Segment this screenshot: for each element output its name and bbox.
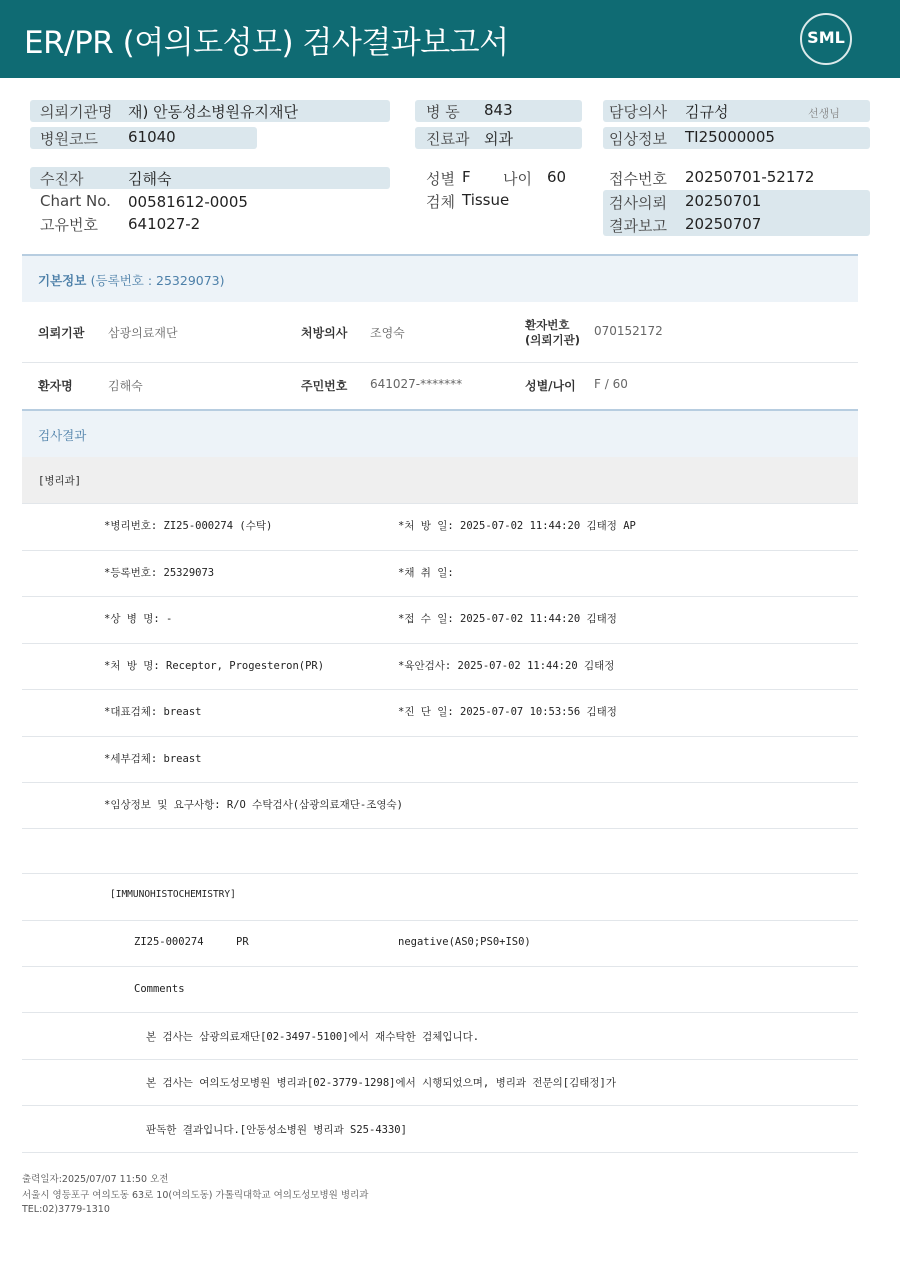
row-divider [22, 1105, 858, 1106]
name-label: 환자명 [38, 379, 73, 393]
presc-value: 조영숙 [370, 326, 405, 340]
doctor-value: 김규성 [685, 103, 729, 121]
row-divider [22, 362, 858, 363]
row-divider [22, 1059, 858, 1060]
row-divider [22, 550, 858, 551]
report-header [0, 0, 900, 78]
org-label: 의뢰기관 [38, 326, 85, 340]
patient-value: 김해숙 [128, 170, 172, 188]
result-row-right: *채 취 일: [398, 566, 454, 579]
ihc-title: [IMMUNOHISTOCHEMISTRY] [110, 889, 236, 900]
req-date-label: 검사의뢰 [609, 194, 667, 212]
ptno-value: 070152172 [594, 324, 663, 338]
result-row-right: *접 수 일: 2025-07-02 11:44:20 김태정 [398, 613, 617, 625]
result-row-right: *진 단 일: 2025-07-07 10:53:56 김태정 [398, 706, 617, 718]
sex-value: F [462, 168, 471, 186]
rrn-label: 주민번호 [301, 379, 348, 393]
req-org-value: 재) 안동성소병원유지재단 [128, 103, 299, 121]
row-divider [22, 596, 858, 597]
sex-label: 성별 [426, 170, 455, 188]
basic-info-sub: (등록번호 : 25329073) [90, 273, 225, 288]
age-label: 나이 [503, 170, 532, 188]
ptno-label-1: 환자번호 [525, 318, 570, 332]
ward-label: 병 동 [426, 103, 460, 121]
comment-line: 본 검사는 삼광의료재단[02-3497-5100]에서 재수탁한 검체입니다. [146, 1031, 480, 1043]
result-row-right: *육안검사: 2025-07-02 11:44:20 김태정 [398, 659, 615, 672]
receipt-label: 접수번호 [609, 170, 667, 188]
footer-tel: TEL:02)3779-1310 [22, 1204, 110, 1215]
row-divider [22, 966, 858, 967]
clinical-label: 임상정보 [609, 130, 667, 148]
results-title: 검사결과 [38, 428, 87, 443]
row-divider [22, 736, 858, 737]
footer-address: 서울시 영등포구 여의도동 63로 10(여의도동) 가톨릭대학교 여의도성모병원 병리과 [22, 1190, 369, 1201]
row-divider [22, 1152, 858, 1153]
dept-band [22, 457, 858, 503]
dept-label: [병리과] [38, 475, 82, 487]
req-date-value: 20250701 [685, 192, 762, 210]
basic-info-header [22, 254, 858, 302]
ihc-id: ZI25-000274 [134, 936, 204, 948]
result-row-right: *처 방 일: 2025-07-02 11:44:20 김태정 AP [398, 520, 636, 532]
name-value: 김해숙 [108, 379, 143, 393]
rrn-value: 641027-******* [370, 377, 463, 391]
ihc-marker: PR [236, 936, 249, 948]
result-row-left: *상 병 명: - [104, 613, 173, 625]
chart-label: Chart No. [40, 192, 111, 210]
row-divider [22, 1012, 858, 1013]
ward-value: 843 [484, 101, 513, 119]
result-row-left: *등록번호: 25329073 [104, 566, 215, 579]
report-date-label: 결과보고 [609, 217, 667, 235]
row-divider [22, 920, 858, 921]
req-org-label: 의뢰기관명 [40, 103, 113, 121]
row-divider [22, 828, 858, 829]
result-row-left: *대표검체: breast [104, 706, 202, 718]
sexage-label: 성별/나이 [525, 379, 576, 393]
row-divider [22, 643, 858, 644]
result-row-left: *임상정보 및 요구사항: R/O 수탁검사(삼광의료재단-조영숙) [104, 799, 404, 811]
row-divider [22, 873, 858, 874]
patient-label: 수진자 [40, 170, 84, 188]
age-value: 60 [547, 168, 567, 186]
row-divider [22, 503, 858, 504]
sexage-value: F / 60 [594, 377, 628, 391]
result-row-left: *병리번호: ZI25-000274 (수탁) [104, 520, 273, 532]
receipt-value: 20250701-52172 [685, 168, 815, 186]
clinical-value: TI25000005 [685, 128, 775, 146]
patient-pill [30, 167, 390, 189]
doctor-suffix: 선생님 [808, 107, 840, 120]
org-value: 삼광의료재단 [108, 326, 178, 340]
comment-line: 본 검사는 여의도성모병원 병리과[02-3779-1298]에서 시행되었으며, 병리과 전문의[김태정]가 [146, 1077, 616, 1089]
dept-value: 외과 [484, 130, 513, 148]
footer-printed: 출력일자:2025/07/07 11:50 오전 [22, 1174, 169, 1185]
row-divider [22, 782, 858, 783]
dept-label: 진료과 [426, 130, 470, 148]
hosp-code-value: 61040 [128, 128, 176, 146]
results-header [22, 409, 858, 457]
ihc-result: negative(AS0;PS0+IS0) [398, 936, 531, 948]
comment-line: 판독한 결과입니다.[안동성소병원 병리과 S25-4330] [146, 1124, 407, 1136]
sml-logo [800, 13, 852, 65]
specimen-value: Tissue [462, 191, 510, 209]
uid-label: 고유번호 [40, 216, 98, 234]
specimen-label: 검체 [426, 193, 455, 211]
presc-label: 처방의사 [301, 326, 348, 340]
ptno-label-2: (의뢰기관) [525, 333, 580, 347]
result-row-left: *세부검체: breast [104, 752, 202, 765]
comments-label: Comments [134, 983, 185, 995]
hosp-code-label: 병원코드 [40, 130, 98, 148]
chart-value: 00581612-0005 [128, 193, 248, 211]
basic-info-title: 기본정보 [38, 273, 87, 288]
report-title: ER/PR (여의도성모) 검사결과보고서 [24, 25, 509, 61]
logo-text: SML [807, 28, 845, 47]
doctor-label: 담당의사 [609, 103, 667, 121]
row-divider [22, 689, 858, 690]
report-date-value: 20250707 [685, 215, 762, 233]
uid-value: 641027-2 [128, 215, 201, 233]
result-row-left: *처 방 명: Receptor, Progesteron(PR) [104, 659, 325, 672]
